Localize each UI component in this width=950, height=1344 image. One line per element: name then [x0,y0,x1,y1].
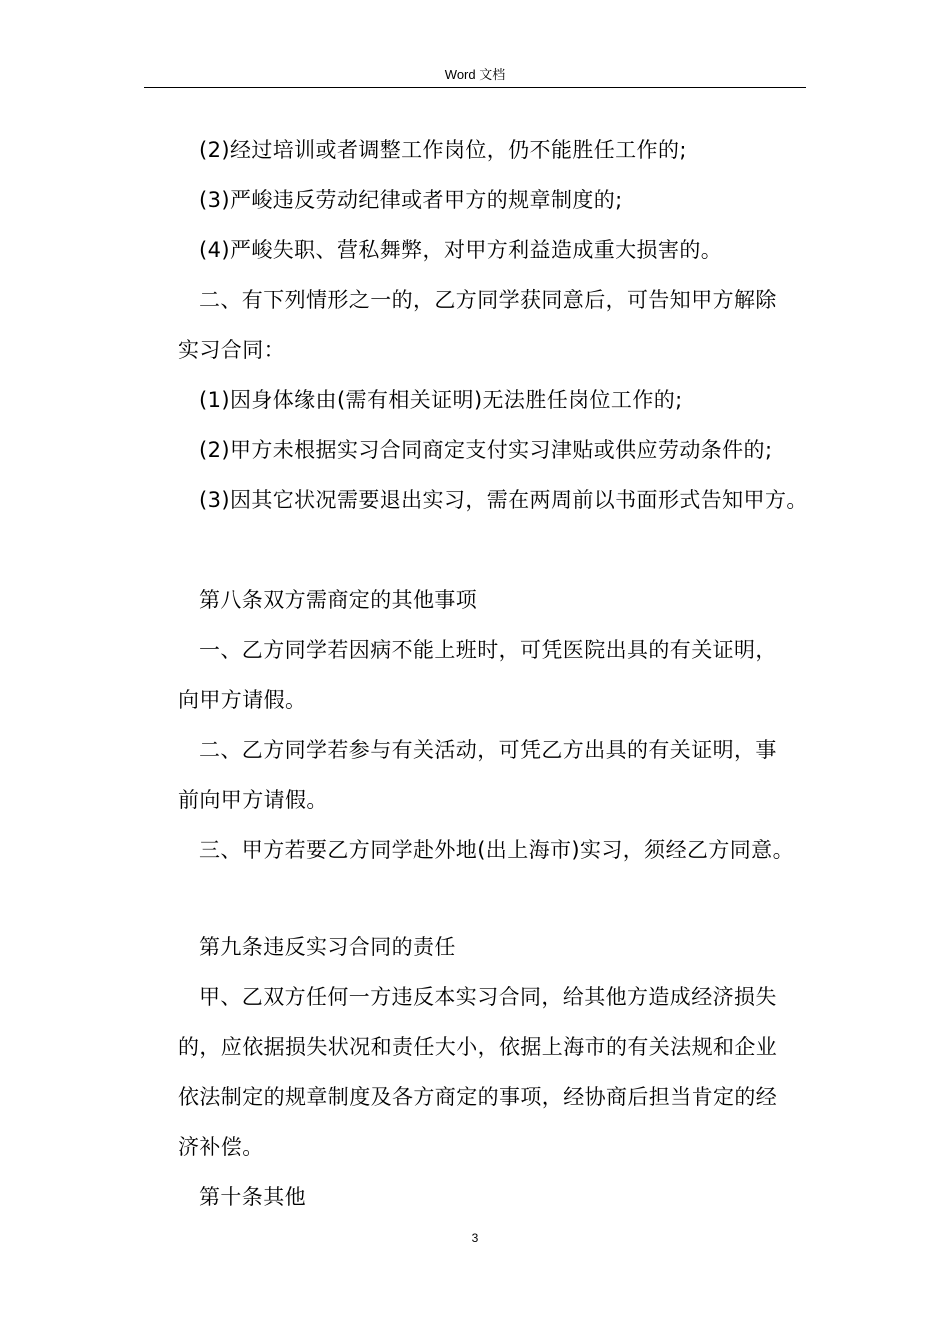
section-heading: 第十条其他 [199,1185,306,1209]
body-line: (4)严峻失职、营私舞弊，对甲方利益造成重大损害的。 [199,238,723,262]
page-number: 3 [471,1231,479,1245]
body-line: 济补偿。 [178,1135,264,1159]
body-line: 依法制定的规章制度及各方商定的事项，经协商后担当肯定的经 [178,1085,778,1109]
body-line: 一、乙方同学若因病不能上班时，可凭医院出具的有关证明， [199,638,777,662]
body-line: 甲、乙双方任何一方违反本实习合同，给其他方造成经济损失 [199,985,777,1009]
header-divider [144,87,806,88]
body-line: (2)甲方未根据实习合同商定支付实习津贴或供应劳动条件的; [199,438,773,462]
body-line: (2)经过培训或者调整工作岗位，仍不能胜任工作的; [199,138,687,162]
body-line: 的，应依据损失状况和责任大小，依据上海市的有关法规和企业 [178,1035,778,1059]
body-line: 三、甲方若要乙方同学赴外地(出上海市)实习，须经乙方同意。 [199,838,794,862]
document-header-title: Word 文档 [444,67,506,82]
body-line: (3)严峻违反劳动纪律或者甲方的规章制度的; [199,188,623,212]
section-heading: 第九条违反实习合同的责任 [199,935,456,959]
body-line: 实习合同： [178,338,285,362]
body-line: 向甲方请假。 [178,688,307,712]
body-line: (1)因身体缘由(需有相关证明)无法胜任岗位工作的; [199,388,683,412]
body-line: 二、乙方同学若参与有关活动，可凭乙方出具的有关证明，事 [199,738,777,762]
body-line: (3)因其它状况需要退出实习，需在两周前以书面形式告知甲方。 [199,488,808,512]
section-heading: 第八条双方需商定的其他事项 [199,588,478,612]
body-line: 二、有下列情形之一的，乙方同学获同意后，可告知甲方解除 [199,288,777,312]
body-line: 前向甲方请假。 [178,788,328,812]
